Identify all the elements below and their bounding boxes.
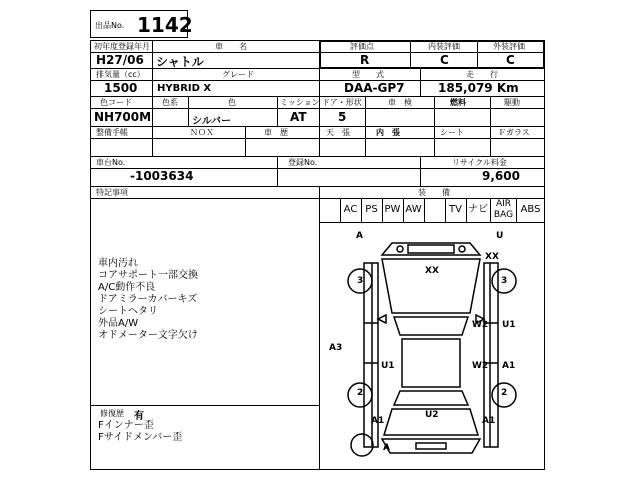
equipment-label: 装 備 bbox=[418, 188, 450, 197]
fuel-label: 燃料 bbox=[450, 98, 466, 107]
drive-label: 駆動 bbox=[504, 98, 520, 107]
damage-code-a1-rear-right: A1 bbox=[482, 416, 496, 426]
lot-number-label: 出品No. bbox=[95, 21, 125, 30]
color-system-label: 色系 bbox=[162, 98, 178, 107]
damage-code-2-rl-wheel: 2 bbox=[357, 388, 364, 398]
damage-code-xx-hood: XX bbox=[425, 266, 439, 276]
repair-history-label: 修復歴 bbox=[100, 409, 124, 418]
recycle-label: リサイクル料金 bbox=[452, 158, 507, 167]
grade-label: グレード bbox=[222, 70, 254, 79]
color-code-label: 色コード bbox=[100, 98, 132, 107]
equipment-airbag: AIR BAG bbox=[493, 199, 514, 220]
registration-label: 登録No. bbox=[288, 158, 318, 167]
damage-code-a-front-left: A bbox=[356, 231, 363, 241]
damage-code-u1-front-door: U1 bbox=[502, 320, 516, 330]
type-label: 型 式 bbox=[352, 70, 384, 79]
equipment-abs: ABS bbox=[520, 204, 541, 215]
color-label: 色 bbox=[228, 98, 236, 107]
remark-line: シートヘタリ bbox=[98, 306, 158, 317]
interior-score-value: C bbox=[440, 53, 449, 67]
chassis-label: 車台No. bbox=[96, 158, 126, 167]
equipment-aw: AW bbox=[405, 204, 422, 215]
damage-code-xx-right-fender: XX bbox=[485, 252, 499, 262]
remark-line: 外品A/W bbox=[98, 318, 139, 329]
grade-value: HYBRID X bbox=[157, 83, 212, 94]
displacement-value: 1500 bbox=[104, 81, 138, 95]
mileage-value: 185,079 Km bbox=[438, 81, 519, 95]
equipment-navi: ナビ bbox=[468, 204, 488, 215]
glass-label: Ｆガラス bbox=[498, 128, 530, 137]
year-label: 初年度登録年月 bbox=[94, 42, 150, 51]
repair-list bbox=[98, 420, 182, 444]
damage-code-3-fr-wheel: 3 bbox=[501, 276, 508, 286]
damage-code-u2-trunk: U2 bbox=[425, 410, 439, 420]
grade-score-value: R bbox=[360, 53, 370, 67]
remark-line: A/C動作不良 bbox=[98, 282, 156, 293]
year-value: H27/06 bbox=[96, 53, 144, 67]
nox-label: ＮＯＸ bbox=[190, 128, 214, 137]
doors-label: ドア・形状 bbox=[322, 98, 362, 107]
repair-line: Fサイドメンバー歪 bbox=[98, 432, 183, 443]
exterior-score-label: 外装評価 bbox=[493, 42, 525, 51]
exterior-score-value: C bbox=[506, 53, 515, 67]
damage-code-a1-rear-left: A1 bbox=[371, 416, 385, 426]
damage-code-a-spare: A bbox=[383, 443, 390, 453]
lot-number-value: 1142 bbox=[137, 13, 193, 37]
equipment-ac: AC bbox=[343, 204, 358, 215]
remarks-label: 特記事項 bbox=[96, 188, 128, 197]
history-label: 車 歴 bbox=[264, 128, 288, 137]
mission-label: ミッション bbox=[280, 98, 320, 107]
remarks-list bbox=[98, 258, 198, 342]
mission-value: AT bbox=[290, 110, 307, 124]
lot-number-box bbox=[90, 10, 193, 38]
interior-lining-label: 内 張 bbox=[376, 128, 400, 137]
grade-score-label: 評価点 bbox=[350, 42, 374, 51]
remark-line: オドメーター文字欠け bbox=[98, 330, 198, 341]
remark-line: 車内汚れ bbox=[98, 258, 138, 269]
seat-label: シート bbox=[440, 128, 464, 137]
model-label: 車 名 bbox=[215, 42, 247, 51]
damage-code-u1-left-rear: U1 bbox=[381, 361, 395, 371]
displacement-label: 排気量（cc） bbox=[96, 70, 145, 79]
chassis-value: -1003634 bbox=[130, 169, 194, 183]
damage-code-2-rr-wheel: 2 bbox=[501, 388, 508, 398]
repair-line: Fインナー歪 bbox=[98, 420, 154, 431]
remark-line: コアサポート一部交換 bbox=[98, 270, 198, 281]
recycle-value: 9,600 bbox=[482, 169, 520, 183]
damage-code-3-fl-wheel: 3 bbox=[357, 276, 364, 286]
damage-code-a1-right-rear: A1 bbox=[502, 361, 516, 371]
manual-label: 整備手帳 bbox=[96, 128, 128, 137]
mileage-label: 走 行 bbox=[466, 70, 498, 79]
roof-label: 天 張 bbox=[326, 128, 350, 137]
equipment-pw: PW bbox=[384, 204, 401, 215]
inspection-label: 車 検 bbox=[388, 98, 412, 107]
remark-line: ドアミラーカバーキズ bbox=[98, 294, 198, 305]
type-value: DAA-GP7 bbox=[344, 81, 405, 95]
car-damage-diagram bbox=[320, 223, 544, 469]
repair-history-value: 有 bbox=[134, 411, 144, 422]
color-value: シルバー bbox=[192, 116, 232, 127]
doors-value: 5 bbox=[338, 110, 347, 124]
color-code-value: NH700M bbox=[94, 110, 152, 124]
equipment-ps: PS bbox=[365, 204, 378, 215]
equipment-tv: TV bbox=[449, 204, 462, 215]
damage-code-u-front-right: U bbox=[496, 231, 504, 241]
damage-code-w2-rear-door: W2 bbox=[472, 361, 489, 371]
damage-code-a3-left-side: A3 bbox=[329, 343, 343, 353]
interior-score-label: 内装評価 bbox=[428, 42, 460, 51]
model-value: シャトル bbox=[156, 55, 204, 69]
damage-code-w2-front-door: W2 bbox=[472, 320, 489, 330]
